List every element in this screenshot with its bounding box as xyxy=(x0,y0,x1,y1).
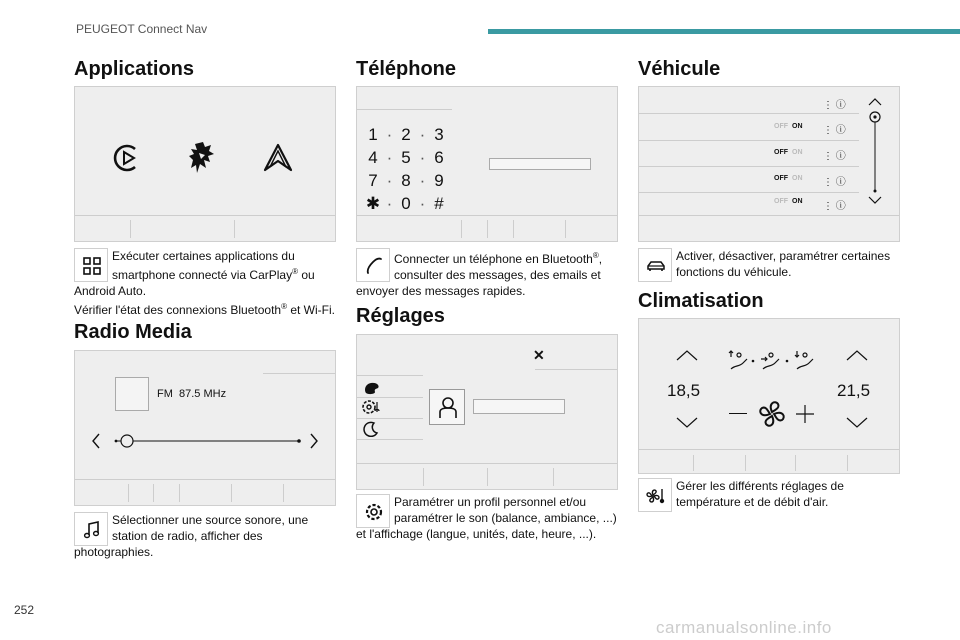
carplay-icon xyxy=(113,143,141,173)
chevron-right-icon[interactable] xyxy=(309,433,319,449)
album-art-box xyxy=(115,377,149,411)
watermark: carmanualsonline.info xyxy=(656,618,832,637)
android-auto-icon xyxy=(263,143,293,173)
vehicule-description: Activer, désactiver, paramétrer certaines fonctions du véhicule. xyxy=(676,249,891,279)
reglages-description: Paramétrer un profil personnel et/ou paramétrer le son (balance, ambiance, ...) et l'affichage (langue, unités, date, heure, ...). xyxy=(356,495,617,541)
frequency-slider[interactable] xyxy=(113,431,303,451)
radio-station: FM 87.5 MHz xyxy=(157,388,227,400)
moon-icon[interactable] xyxy=(363,421,379,437)
profile-name-field[interactable] xyxy=(473,399,565,414)
toggle-switch-1[interactable]: OFF ON xyxy=(774,123,803,130)
telephone-screen xyxy=(356,86,618,242)
profile-button[interactable] xyxy=(429,389,465,425)
temp-right-value: 21,5 xyxy=(837,381,871,400)
profile-icon xyxy=(437,396,459,420)
applications-heading: Applications xyxy=(74,58,195,80)
temp-left-value: 18,5 xyxy=(667,381,701,400)
radio-media-screen xyxy=(74,350,336,506)
keypad-row-3[interactable]: 7 · 8 · 9 xyxy=(368,171,444,190)
reglages-heading: Réglages xyxy=(356,305,445,327)
climatisation-description: Gérer les différents réglages de température et de débit d'air. xyxy=(676,479,844,509)
temp-right-up-chevron[interactable] xyxy=(845,349,869,361)
keypad-row-2[interactable]: 4 · 5 · 6 xyxy=(368,148,444,167)
keypad-row-4[interactable]: ✱ · 0 · # xyxy=(365,194,444,213)
toggle-switch-2[interactable]: OFF ON xyxy=(774,149,803,156)
toggle-switch-3[interactable]: OFF ON xyxy=(774,175,803,182)
info-row-4[interactable]: ⋮ ⓘ xyxy=(823,177,846,188)
vehicule-screen xyxy=(638,86,900,242)
keypad-row-1[interactable]: 1 · 2 · 3 xyxy=(368,125,444,144)
header-accent-bar xyxy=(488,29,960,34)
page-number: 252 xyxy=(14,603,35,617)
vertical-scrollbar[interactable] xyxy=(865,95,885,207)
radio-media-heading: Radio Media xyxy=(74,321,192,343)
info-row-2[interactable]: ⋮ ⓘ xyxy=(823,125,846,136)
temp-left-down-chevron[interactable] xyxy=(675,417,699,429)
vehicule-heading: Véhicule xyxy=(638,58,721,80)
peugeot-lion-icon xyxy=(187,141,217,175)
toggle-switch-4[interactable]: OFF ON xyxy=(774,198,803,205)
climatisation-heading: Climatisation xyxy=(638,290,764,312)
close-icon[interactable]: ✕ xyxy=(533,347,545,363)
fan-minus-button[interactable] xyxy=(729,413,747,414)
sound-settings-icon[interactable] xyxy=(361,398,381,416)
fan-icon[interactable] xyxy=(757,399,787,429)
telephone-description: Connecter un téléphone en Bluetooth®, consulter des messages, des emails et envoyer des messages rapides. xyxy=(356,251,603,298)
dial-input-field[interactable] xyxy=(489,158,591,170)
applications-screen xyxy=(74,86,336,242)
temp-left-up-chevron[interactable] xyxy=(675,349,699,361)
running-header: PEUGEOT Connect Nav xyxy=(76,22,208,36)
air-distribution-icons[interactable] xyxy=(727,349,819,373)
radio-description: Sélectionner une source sonore, une station de radio, afficher des photographies. xyxy=(74,513,309,559)
info-row-5[interactable]: ⋮ ⓘ xyxy=(823,201,846,212)
info-row-1[interactable]: ⋮ ⓘ xyxy=(823,100,846,111)
temp-right-down-chevron[interactable] xyxy=(845,417,869,429)
applications-description: Exécuter certaines applications du smartphone connecté via CarPlay® ou Android Auto. Vérifier l'état des connexions Bluetooth® et Wi-Fi. xyxy=(74,249,335,317)
palette-icon[interactable] xyxy=(363,381,381,395)
fan-plus-button[interactable] xyxy=(795,404,815,424)
telephone-heading: Téléphone xyxy=(356,58,457,80)
chevron-left-icon[interactable] xyxy=(91,433,101,449)
info-row-3[interactable]: ⋮ ⓘ xyxy=(823,151,846,162)
climatisation-screen xyxy=(638,318,900,474)
reglages-screen xyxy=(356,334,618,490)
